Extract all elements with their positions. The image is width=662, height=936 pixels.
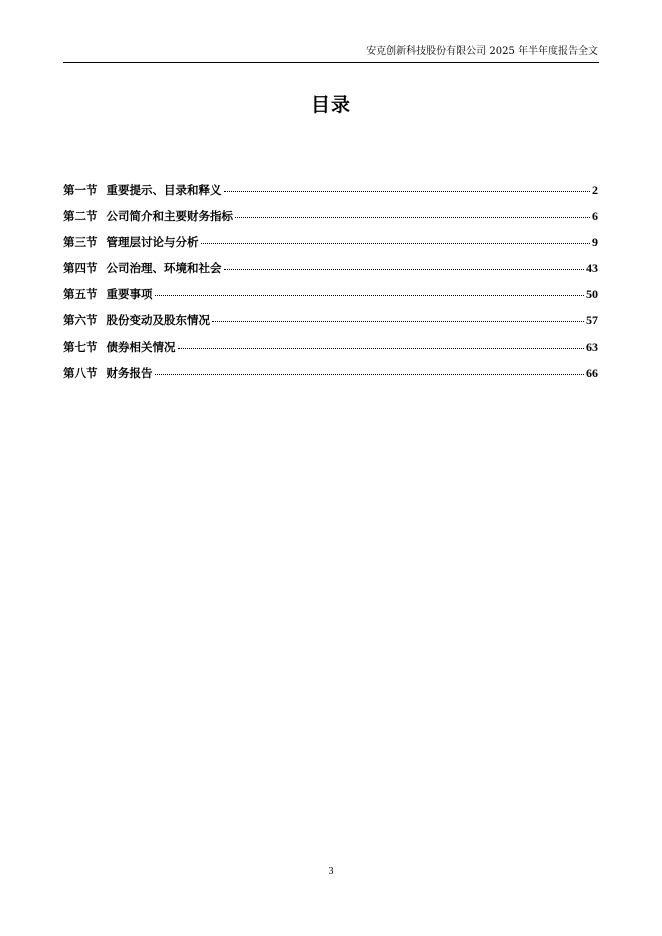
toc-page-number: 63	[586, 339, 598, 354]
toc-section-number: 第二节	[63, 209, 98, 224]
toc-entry-section-8[interactable]	[63, 365, 598, 391]
toc-entry-section-4[interactable]	[63, 260, 598, 286]
toc-dot-leader	[155, 295, 585, 296]
toc-section-number: 第五节	[63, 287, 98, 302]
toc-page-number: 9	[592, 235, 598, 250]
toc-dot-leader	[212, 321, 584, 322]
toc-section-name: 管理层讨论与分析	[106, 235, 199, 250]
toc-page-number: 2	[592, 183, 598, 197]
toc-section-name: 重要提示、目录和释义	[106, 183, 222, 197]
toc-section-number: 第一节	[63, 183, 98, 197]
toc-section-name: 财务报告	[106, 365, 153, 380]
toc-dot-leader	[201, 243, 591, 244]
toc-dot-leader	[178, 348, 585, 349]
toc-entry-section-2[interactable]	[63, 208, 598, 234]
toc-section-name: 股份变动及股东情况	[106, 313, 210, 328]
toc-section-number: 第八节	[63, 365, 98, 380]
toc-section-name: 重要事项	[106, 287, 153, 302]
page-header: 安克创新科技股份有限公司 2025 年半年度报告全文	[366, 46, 598, 57]
toc-dot-leader	[235, 217, 590, 218]
toc-entry-section-5[interactable]	[63, 286, 598, 312]
toc-entry-section-6[interactable]	[63, 312, 598, 338]
toc-dot-leader	[155, 374, 585, 375]
toc-page-number: 50	[586, 287, 598, 302]
page-number: 3	[328, 866, 334, 877]
toc-section-name: 公司简介和主要财务指标	[106, 209, 233, 224]
table-of-contents	[63, 182, 598, 391]
toc-entry-section-1[interactable]	[63, 182, 598, 208]
toc-entry-section-3[interactable]	[63, 234, 598, 260]
toc-section-name: 公司治理、环境和社会	[106, 261, 222, 276]
toc-page-number: 43	[586, 261, 598, 276]
toc-page-number: 6	[592, 209, 598, 224]
toc-page-number: 57	[586, 313, 598, 328]
toc-dot-leader	[224, 191, 591, 192]
toc-section-number: 第七节	[63, 339, 98, 354]
toc-section-number: 第六节	[63, 313, 98, 328]
toc-dot-leader	[224, 269, 585, 270]
toc-section-number: 第四节	[63, 261, 98, 276]
toc-entry-section-7[interactable]	[63, 339, 598, 365]
header-divider	[63, 62, 599, 63]
toc-page-number: 66	[586, 365, 598, 380]
toc-section-name: 债券相关情况	[106, 339, 176, 354]
toc-section-number: 第三节	[63, 235, 98, 250]
toc-title: 目录	[310, 94, 351, 116]
